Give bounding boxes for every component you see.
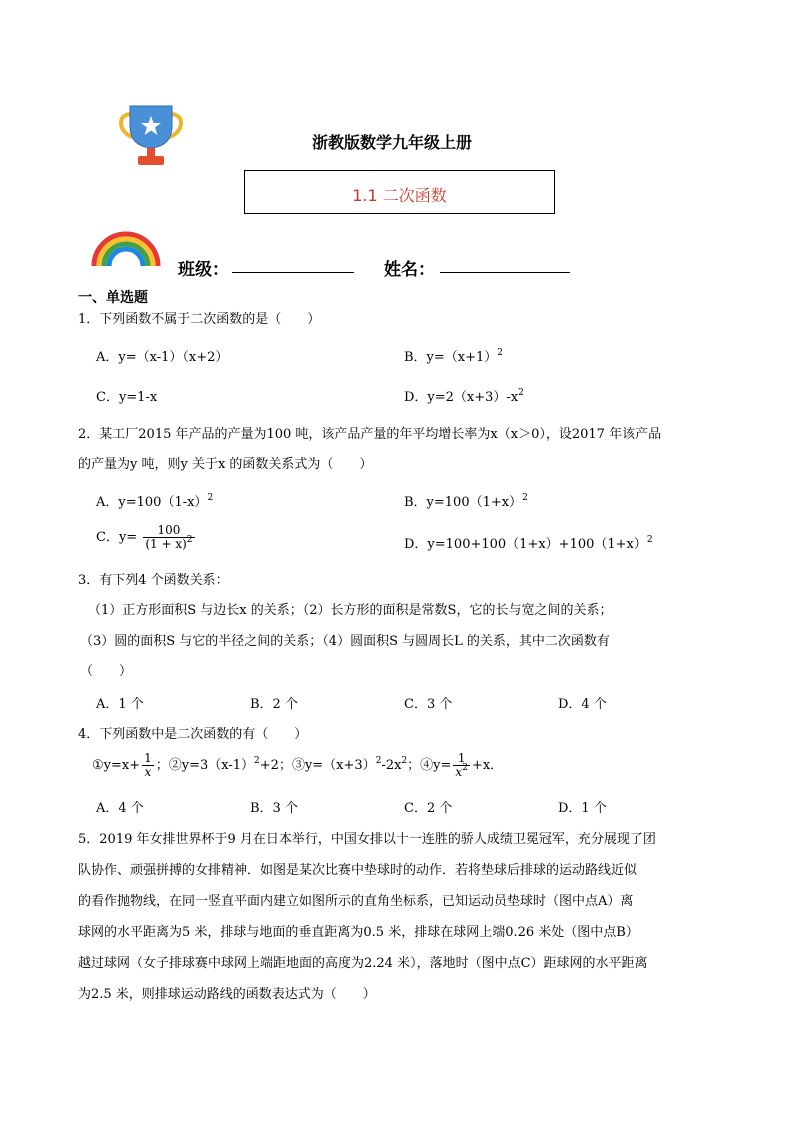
q4-expr4-den: x bbox=[455, 765, 463, 779]
class-blank[interactable] bbox=[232, 272, 354, 273]
q1-option-d[interactable] bbox=[404, 390, 524, 406]
q5-line4: 球网的水平距离为5 米，排球与地面的垂直距离为0.5 米，排球在球网上端0.26 米处（图中点B） bbox=[78, 925, 639, 940]
q2-c-fraction bbox=[143, 524, 194, 551]
q2-a-text: A．y=100（1-x） bbox=[96, 495, 208, 510]
q5-line2: 队协作、顽强拼搏的女排精神．如图是某次比赛中垫球时的动作．若将垫球后排球的运动路线近似 bbox=[78, 863, 638, 878]
q2-d-text: D．y=100+100（1+x）+100（1+x） bbox=[404, 537, 647, 552]
q3-option-b[interactable]: B．2 个 bbox=[250, 697, 298, 712]
q4-expr2-exp: 2 bbox=[254, 756, 260, 766]
q2-option-a[interactable] bbox=[96, 495, 213, 511]
q1-d-exp: 2 bbox=[518, 388, 524, 398]
q4-expr4-den-exp: 2 bbox=[462, 763, 468, 773]
name-label: 姓名： bbox=[384, 260, 435, 280]
q4-expr1-den-wrap bbox=[142, 766, 154, 779]
q2-stem-line2: 的产量为y 吨，则y 关于x 的函数关系式为（ ） bbox=[78, 457, 373, 472]
name-blank[interactable] bbox=[440, 272, 570, 273]
q1-option-c[interactable]: C．y=1-x bbox=[96, 390, 158, 405]
q4-expr1-den: x bbox=[144, 765, 152, 779]
trophy-icon bbox=[118, 104, 184, 168]
subtitle: 1.1 二次函数 bbox=[352, 186, 447, 205]
q4-expr1-frac bbox=[142, 752, 154, 779]
q2-b-text: B．y=100（1+x） bbox=[404, 495, 523, 510]
q2-c-num: 100 bbox=[143, 524, 194, 538]
q4-option-b[interactable]: B．3 个 bbox=[250, 801, 298, 816]
q2-c-den-wrap bbox=[143, 535, 194, 551]
q3-option-d[interactable]: D．4 个 bbox=[558, 697, 607, 712]
q5-line1: 5．2019 年女排世界杯于9 月在日本举行，中国女排以十一连胜的骄人成绩卫冕冠军，充分展现了团 bbox=[78, 832, 656, 847]
q3-stem: 3．有下列4 个函数关系： bbox=[78, 573, 229, 588]
q2-option-c[interactable] bbox=[96, 524, 197, 551]
q1-d-text: D．y=2（x+3）-x bbox=[404, 390, 519, 405]
rainbow-icon bbox=[90, 228, 162, 268]
q5-line5: 越过球网（女子排球赛中球网上端距地面的高度为2.24 米），落地时（图中点C）距球网的水平距离 bbox=[78, 956, 648, 971]
q2-b-exp: 2 bbox=[522, 493, 528, 503]
q4-expr1-num: 1 bbox=[144, 751, 152, 765]
q2-option-d[interactable] bbox=[404, 537, 653, 553]
section-title: 一、单选题 bbox=[78, 290, 148, 306]
q4-option-c[interactable]: C．2 个 bbox=[404, 801, 453, 816]
q1-b-exp: 2 bbox=[497, 348, 504, 358]
q2-option-b[interactable] bbox=[404, 495, 528, 511]
q4-option-a[interactable]: A．4 个 bbox=[96, 801, 144, 816]
q4-expr2-post: +2；③y=（x+3） bbox=[259, 758, 376, 773]
q4-expr4-post: +x． bbox=[471, 758, 504, 773]
q4-expr3-exp2: 2 bbox=[401, 756, 408, 766]
q4-expr3-mid: -2x bbox=[381, 758, 402, 773]
q1-stem: 1．下列函数不属于二次函数的是（ ） bbox=[78, 312, 321, 327]
q1-option-a[interactable]: A．y=（x-1）（x+2） bbox=[96, 350, 229, 365]
q4-expr4-num: 1 bbox=[453, 752, 470, 766]
q2-d-exp: 2 bbox=[646, 535, 653, 545]
q5-line6: 为2.5 米，则排球运动路线的函数表达式为（ ） bbox=[78, 987, 376, 1002]
q2-a-exp: 2 bbox=[207, 493, 214, 503]
q4-expr4: ；④y= bbox=[407, 758, 452, 773]
class-label: 班级： bbox=[178, 260, 229, 280]
q5-line3: 的看作抛物线，在同一竖直平面内建立如图所示的直角坐标系，已知运动员垫球时（图中点A）离 bbox=[78, 894, 634, 909]
q3-line2: （3）圆的面积S 与它的半径之间的关系；（4）圆面积S 与圆周长L 的关系，其中二次函数有 bbox=[80, 634, 610, 649]
q3-option-a[interactable]: A．1 个 bbox=[96, 697, 144, 712]
q4-expr1: ①y=x+ bbox=[92, 758, 141, 773]
q4-expr3-exp: 2 bbox=[375, 756, 382, 766]
q4-stem: 4．下列函数中是二次函数的有（ ） bbox=[78, 727, 308, 742]
q1-option-b[interactable] bbox=[404, 350, 503, 366]
q3-line1: （1）正方形面积S 与边长x 的关系；（2）长方形的面积是常数S，它的长与宽之间的关系； bbox=[88, 603, 613, 618]
page-title: 浙教版数学九年级上册 bbox=[312, 133, 473, 152]
q2-stem-line1: 2．某工厂2015 年产品的产量为100 吨，该产品产量的年平均增长率为x（x＞0），设2017 年该产品 bbox=[78, 427, 662, 442]
q2-c-den-exp: 2 bbox=[186, 535, 193, 545]
q4-expr4-den-wrap bbox=[453, 763, 470, 779]
q4-expr2: ；②y=3（x-1） bbox=[155, 758, 255, 773]
q2-c-text: C．y= bbox=[96, 530, 138, 545]
q4-option-d[interactable]: D．1 个 bbox=[558, 801, 607, 816]
q2-c-den: (1 + x) bbox=[145, 537, 187, 551]
q3-option-c[interactable]: C．3 个 bbox=[404, 697, 453, 712]
q3-line3: （ ） bbox=[80, 664, 133, 679]
subtitle-box bbox=[244, 170, 555, 214]
q1-b-text: B．y=（x+1） bbox=[404, 350, 498, 365]
q4-expr4-frac bbox=[453, 752, 470, 779]
q4-expressions bbox=[92, 752, 503, 779]
